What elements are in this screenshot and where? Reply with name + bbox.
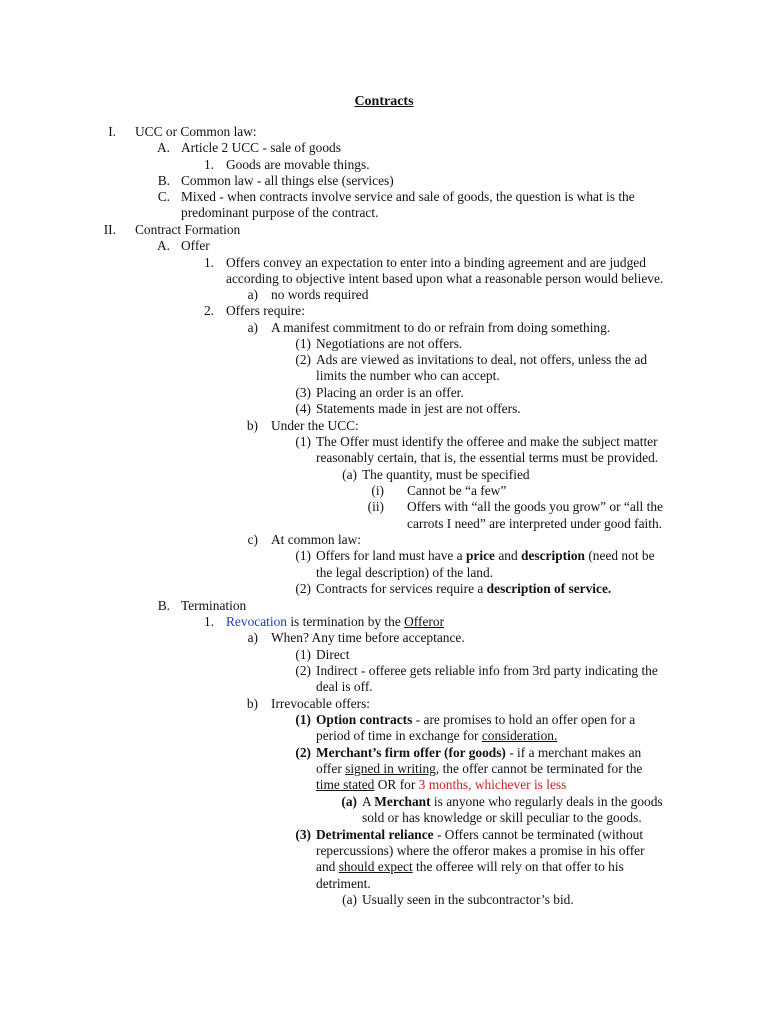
text-run: is anyone who regularly deals in the goods — [430, 794, 663, 809]
outline-text: Offer — [181, 238, 210, 253]
underlined-term: signed in writing — [345, 761, 436, 776]
outline-marker: 2. — [203, 303, 214, 318]
outline-text: deal is off. — [316, 679, 373, 694]
outline-text: no words required — [271, 287, 369, 302]
outline-text: Indirect - offeree gets reliable info from 3rd party indicating the — [316, 663, 658, 678]
outline-text: Usually seen in the subcontractor’s bid. — [362, 892, 574, 907]
outline-text — [316, 548, 655, 564]
outline-text: limits the number who can accept. — [316, 368, 500, 383]
outline-text: UCC or Common law: — [135, 124, 257, 139]
outline-text: The quantity, must be specified — [362, 467, 530, 482]
outline-marker: I. — [108, 124, 116, 139]
text-run: - if a merchant makes an — [505, 745, 642, 760]
outline-marker: a) — [247, 630, 258, 645]
outline-text: Goods are movable things. — [226, 157, 370, 172]
outline-text: At common law: — [271, 532, 362, 547]
underlined-term: time stated — [316, 777, 375, 792]
outline-text: Placing an order is an offer. — [316, 385, 464, 400]
outline-text: the legal description) of the land. — [316, 565, 493, 580]
outline-marker: (1) — [295, 336, 311, 351]
outline-marker: b) — [246, 418, 258, 433]
outline-text: Direct — [316, 647, 350, 662]
outline-marker: b) — [246, 696, 258, 711]
highlight-term: 3 months, whichever is less — [418, 777, 567, 792]
outline-marker: a) — [247, 320, 258, 335]
outline-text — [316, 761, 642, 777]
outline-marker: (3) — [295, 385, 311, 400]
outline-marker: C. — [157, 189, 170, 204]
outline-text — [316, 728, 557, 744]
outline-text — [316, 827, 643, 843]
outline-marker: a) — [247, 287, 258, 302]
outline-text: Mixed - when contracts involve service and sale of goods, the question is what is the — [181, 189, 635, 204]
outline-marker: (1) — [295, 548, 311, 563]
bold-term: description — [521, 548, 585, 563]
outline-text: Offers require: — [226, 303, 305, 318]
outline-marker: (1) — [295, 712, 311, 727]
text-run: the offeree will rely on that offer to his — [412, 859, 624, 874]
outline-marker: (2) — [295, 581, 311, 596]
outline-text — [316, 712, 635, 728]
bold-term: price — [465, 548, 495, 563]
text-run: - Offers cannot be terminated (without — [433, 827, 644, 842]
page-title: Contracts — [354, 94, 414, 109]
outline-marker: 1. — [203, 614, 214, 629]
outline-text — [362, 794, 663, 810]
outline-text: sold or has knowledge or skill peculiar to the goods. — [362, 810, 642, 825]
outline-text: predominant purpose of the contract. — [181, 205, 379, 220]
underlined-term: Offeror — [404, 614, 445, 629]
outline-text — [226, 614, 444, 630]
outline-text — [316, 745, 641, 761]
outline-marker: (a) — [341, 794, 357, 809]
outline-marker: (a) — [342, 892, 357, 907]
outline-text: Termination — [181, 598, 247, 613]
outline-marker: c) — [247, 532, 258, 547]
outline-text: Statements made in jest are not offers. — [316, 401, 521, 416]
bold-term: Option contracts — [316, 712, 413, 727]
highlight-term: Revocation — [226, 614, 287, 629]
bold-term: Merchant’s firm offer (for goods) — [316, 745, 506, 760]
text-run: is termination by the — [286, 614, 405, 629]
outline-text: Negotiations are not offers. — [316, 336, 463, 351]
text-run: - are promises to hold an offer open for a — [412, 712, 636, 727]
outline-text: reasonably certain, that is, the essential terms must be provided. — [316, 450, 659, 465]
bold-term: Merchant — [374, 794, 431, 809]
outline-text: Cannot be “a few” — [407, 483, 507, 498]
outline-text — [316, 777, 566, 793]
text-run: (need not be — [585, 548, 655, 563]
outline-marker: (2) — [295, 663, 311, 678]
outline-marker: 1. — [203, 255, 214, 270]
outline-marker: 1. — [203, 157, 214, 172]
outline-text: Under the UCC: — [271, 418, 359, 433]
outline-text: A manifest commitment to do or refrain from doing something. — [271, 320, 611, 335]
outline-text: repercussions) where the offeror makes a promise in his offer — [316, 843, 645, 858]
text-run: OR for — [374, 777, 419, 792]
outline-text — [316, 581, 611, 597]
outline-text — [316, 859, 624, 875]
outline-marker: (4) — [295, 401, 311, 416]
underlined-term: consideration. — [481, 728, 558, 743]
text-run: period of time in exchange for — [316, 728, 482, 743]
outline-text: detriment. — [316, 876, 371, 891]
bold-term: description of service. — [486, 581, 612, 596]
outline-marker: (1) — [295, 434, 311, 449]
outline-marker: II. — [103, 222, 116, 237]
outline-text: Contract Formation — [135, 222, 241, 237]
underlined-term: should expect — [338, 859, 413, 874]
outline-text: Irrevocable offers: — [271, 696, 371, 711]
text-run: and — [494, 548, 522, 563]
outline-text: Common law - all things else (services) — [181, 173, 394, 188]
text-run: offer — [316, 761, 346, 776]
outline-text: carrots I need” are interpreted under good faith. — [407, 516, 663, 531]
outline-text: Offers convey an expectation to enter into a binding agreement and are judged — [226, 255, 646, 270]
outline-text: The Offer must identify the offeree and make the subject matter — [316, 434, 658, 449]
outline-marker: (a) — [342, 467, 357, 482]
outline-marker: (2) — [295, 352, 311, 367]
text-run: and — [316, 859, 339, 874]
outline-marker: B. — [157, 173, 170, 188]
text-run: Contracts for services require a — [316, 581, 487, 596]
outline-text: Offers with “all the goods you grow” or “all the — [407, 499, 663, 514]
outline-marker: (1) — [295, 647, 311, 662]
outline-marker: (ii) — [367, 499, 384, 514]
outline-marker: (2) — [295, 745, 311, 760]
outline-text: When? Any time before acceptance. — [271, 630, 465, 645]
bold-term: Detrimental reliance — [316, 827, 434, 842]
outline-marker: A. — [156, 140, 170, 155]
outline-marker: B. — [157, 598, 170, 613]
text-run: A — [362, 794, 375, 809]
outline-text: Ads are viewed as invitations to deal, not offers, unless the ad — [316, 352, 648, 367]
text-run: , the offer cannot be terminated for the — [435, 761, 643, 776]
outline-text: according to objective intent based upon what a reasonable person would believe. — [226, 271, 664, 286]
outline-marker: A. — [156, 238, 170, 253]
outline-marker: (i) — [371, 483, 384, 498]
text-run: Offers for land must have a — [316, 548, 466, 563]
outline-marker: (3) — [295, 827, 311, 842]
outline-text: Article 2 UCC - sale of goods — [181, 140, 341, 155]
